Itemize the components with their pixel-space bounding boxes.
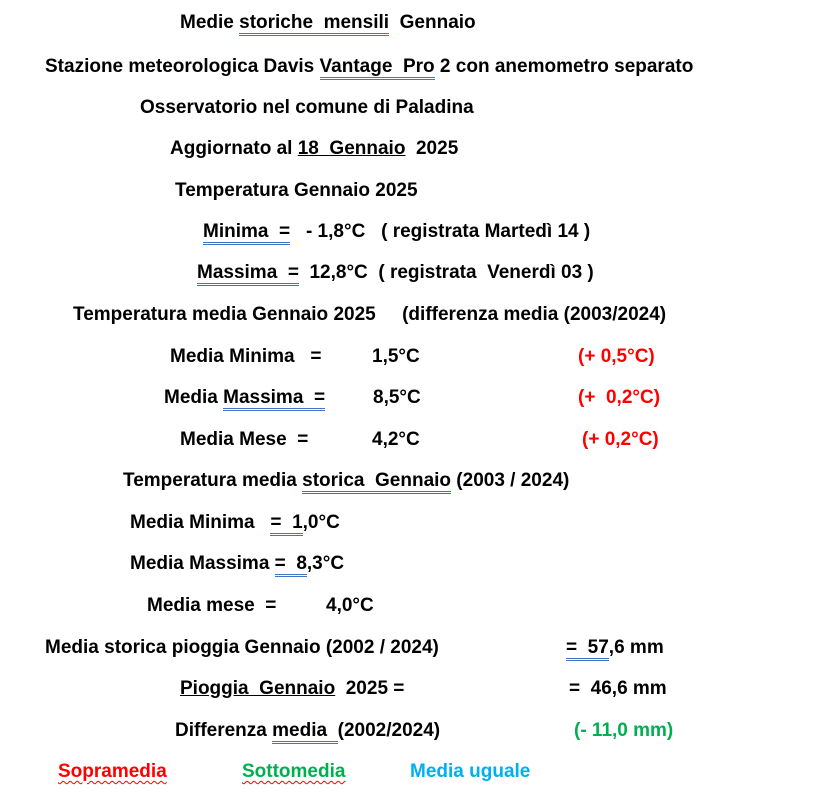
title-part: Gennaio xyxy=(389,12,476,33)
historical-max-line xyxy=(130,552,344,576)
historical-min-value: = 1 xyxy=(270,512,302,536)
mean-month-diff: (+ 0,2°C) xyxy=(582,429,659,450)
rain-2025-label xyxy=(180,677,404,701)
rain-difference-label-part: (2002/2024) xyxy=(337,720,441,741)
title-part: storiche mensili xyxy=(239,12,389,36)
historical-min-line xyxy=(130,511,340,535)
historical-title xyxy=(123,469,569,493)
mean-max-value: 8,5°C xyxy=(373,387,421,408)
legend-below-average: Sottomedia xyxy=(242,761,346,782)
rain-difference-label-part: Differenza xyxy=(175,720,273,741)
historical-month-value: 4,0°C xyxy=(326,595,374,616)
title-part: Medie xyxy=(180,12,240,33)
rain-historical-value-part: = 57 xyxy=(566,637,609,661)
updated-part: 2025 xyxy=(405,138,459,159)
page-title xyxy=(180,11,476,35)
mean-max-label-part: Massima = xyxy=(223,387,325,411)
historical-min-value: ,0°C xyxy=(302,512,340,533)
updated-part: Aggiornato al xyxy=(170,138,298,159)
mean-month-label: Media Mese = xyxy=(180,429,309,450)
mean-title-part: Temperatura media Gennaio 2025 xyxy=(73,304,403,325)
historical-min-label: Media Minima xyxy=(130,512,271,533)
mean-max-diff: (+ 0,2°C) xyxy=(578,387,661,408)
mean-month-value: 4,2°C xyxy=(372,429,420,450)
rain-2025-value: = 46,6 mm xyxy=(569,678,667,699)
mean-max-label-part: Media xyxy=(164,387,224,408)
maximum-label: Massima = xyxy=(197,262,299,286)
minimum-line xyxy=(203,220,590,244)
rain-2025-label-part: 2025 = xyxy=(335,678,405,699)
historical-title-part: (2003 / 2024) xyxy=(451,470,570,491)
rain-difference-value: (- 11,0 mm) xyxy=(574,720,674,741)
updated-line xyxy=(170,137,458,161)
historical-title-part: storica Gennaio xyxy=(302,470,451,494)
temperature-title: Temperatura Gennaio 2025 xyxy=(175,180,418,201)
legend-equal-average: Media uguale xyxy=(410,761,531,782)
mean-min-label: Media Minima = xyxy=(170,346,322,367)
mean-title xyxy=(73,303,666,327)
mean-min-diff: (+ 0,5°C) xyxy=(578,346,655,367)
rain-historical-value-part: ,6 mm xyxy=(608,637,664,658)
rain-historical-value xyxy=(566,636,664,660)
historical-max-label: Media Massima xyxy=(130,553,275,574)
minimum-value: - 1,8°C ( registrata Martedì 14 ) xyxy=(290,221,591,242)
station-part: 2 con anemometro separato xyxy=(434,56,694,77)
updated-date: 18 Gennaio xyxy=(297,138,406,159)
rain-2025-label-part: Pioggia Gennaio xyxy=(180,678,336,699)
mean-title-part: (differenza media (2003/2024) xyxy=(402,304,667,325)
historical-max-value: ,3°C xyxy=(306,553,345,574)
mean-max-label xyxy=(164,386,325,410)
maximum-line xyxy=(197,261,594,285)
rain-difference-label xyxy=(175,719,440,743)
historical-title-part: Temperatura media xyxy=(123,470,303,491)
station-line xyxy=(45,55,693,79)
minimum-label: Minima = xyxy=(203,221,290,245)
maximum-value: 12,8°C ( registrata Venerdì 03 ) xyxy=(298,262,594,283)
mean-min-value: 1,5°C xyxy=(372,346,420,367)
legend-above-average: Sopramedia xyxy=(58,761,167,782)
historical-max-value: = 8 xyxy=(275,553,307,577)
historical-month-label: Media mese = xyxy=(147,595,277,616)
station-part: Stazione meteorologica Davis xyxy=(45,56,320,77)
rain-historical-label: Media storica pioggia Gennaio (2002 / 2024) xyxy=(45,637,439,658)
station-part: Vantage Pro xyxy=(320,56,435,80)
rain-difference-label-part: media xyxy=(272,720,337,744)
observatory-line: Osservatorio nel comune di Paladina xyxy=(140,97,474,118)
